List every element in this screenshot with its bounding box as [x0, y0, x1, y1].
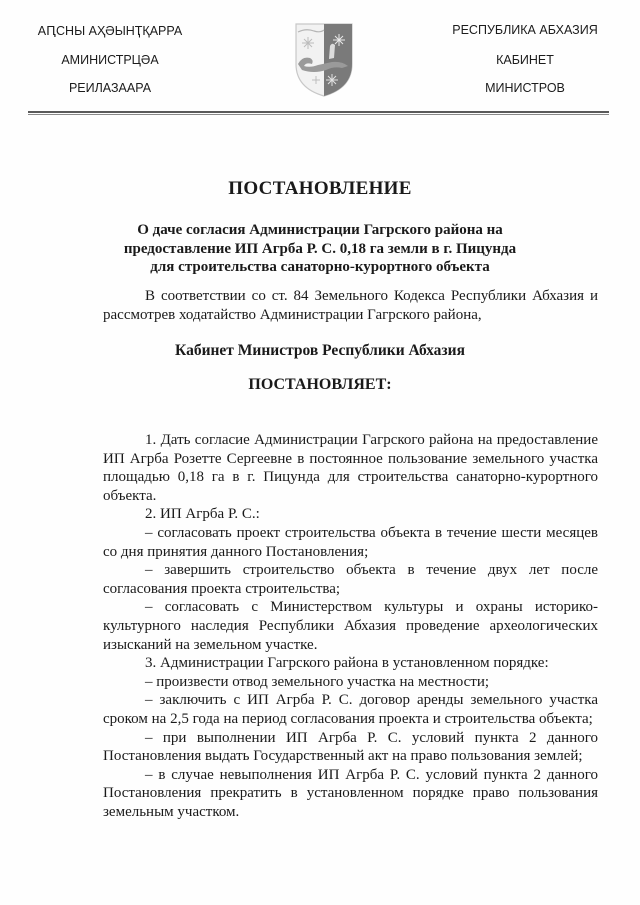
subject-line-3: для строительства санаторно-курортного объекта	[150, 259, 490, 275]
header-russian-line-1: РЕСПУБЛИКА АБХАЗИЯ	[452, 23, 598, 37]
subject-line-1: О даче согласия Администрации Гагрского района на	[137, 222, 503, 238]
paragraph-2-item-2: – завершить строительство объекта в течение двух лет после согласования проекта строительства;	[103, 562, 598, 597]
paragraph-3-item-1: – произвести отвод земельного участка на местности;	[145, 673, 490, 690]
document-subject	[100, 221, 540, 277]
header-separator-thick	[28, 111, 609, 113]
header-russian-line-3: МИНИСТРОВ	[485, 81, 565, 95]
paragraph-2: 2. ИП Агрба Р. С.:	[145, 506, 260, 523]
paragraph-3-item-2: – заключить с ИП Агрба Р. С. договор аренды земельного участка сроком на 2,5 года на период согласования проекта и строительства объекта;	[103, 692, 598, 727]
paragraph-2-item-3: – согласовать с Министерством культуры и охраны историко-культурного наследия Республики Абхазия проведение археологических изысканий на земельном участке.	[103, 599, 598, 653]
paragraph-3-item-4: – в случае невыполнения ИП Агрба Р. С. условий пункта 2 данного Постановления прекратить в установленном порядке право пользования земельным участком.	[103, 766, 598, 820]
header-abkhaz-line-2: АМИНИСТРЦӘА	[61, 53, 159, 67]
paragraph-3: 3. Администрации Гагрского района в установленном порядке:	[145, 655, 549, 672]
resolves-heading: ПОСТАНОВЛЯЕТ:	[248, 376, 392, 393]
resolution-body	[103, 431, 598, 821]
preamble: В соответствии со ст. 84 Земельного Кодекса Республики Абхазия и рассмотрев ходатайство Администрации Гагрского района,	[103, 288, 598, 323]
paragraph-3-item-3: – при выполнении ИП Агрба Р. С. условий пункта 2 данного Постановления выдать Государственный акт на право пользования землей;	[103, 729, 598, 765]
header-abkhaz-line-3: РЕИЛАЗААРА	[68, 81, 152, 95]
subject-line-2: предоставление ИП Агрба Р. С. 0,18 га земли в г. Пицунда	[123, 240, 517, 257]
paragraph-1: 1. Дать согласие Администрации Гагрского района на предоставление ИП Агрба Розетте Сергеевне в постоянное пользование земельного участка площадью 0,18 га в г. Пицунда для строительства санаторно-курортного объекта.	[103, 432, 598, 504]
coat-of-arms-icon	[292, 18, 356, 98]
header-abkhaz-line-1: АԤСНЫ АҲӘЫНҬҚАРРА	[37, 24, 183, 38]
document-title: ПОСТАНОВЛЕНИЕ	[228, 178, 412, 199]
header-separator-thin	[28, 114, 609, 115]
preamble-block	[103, 287, 598, 324]
header-russian-line-2: КАБИНЕТ	[496, 53, 554, 67]
paragraph-2-item-1: – согласовать проект строительства объекта в течение шести месяцев со дня принятия данного Постановления;	[103, 524, 598, 560]
issuer: Кабинет Министров Республики Абхазия	[175, 342, 465, 359]
